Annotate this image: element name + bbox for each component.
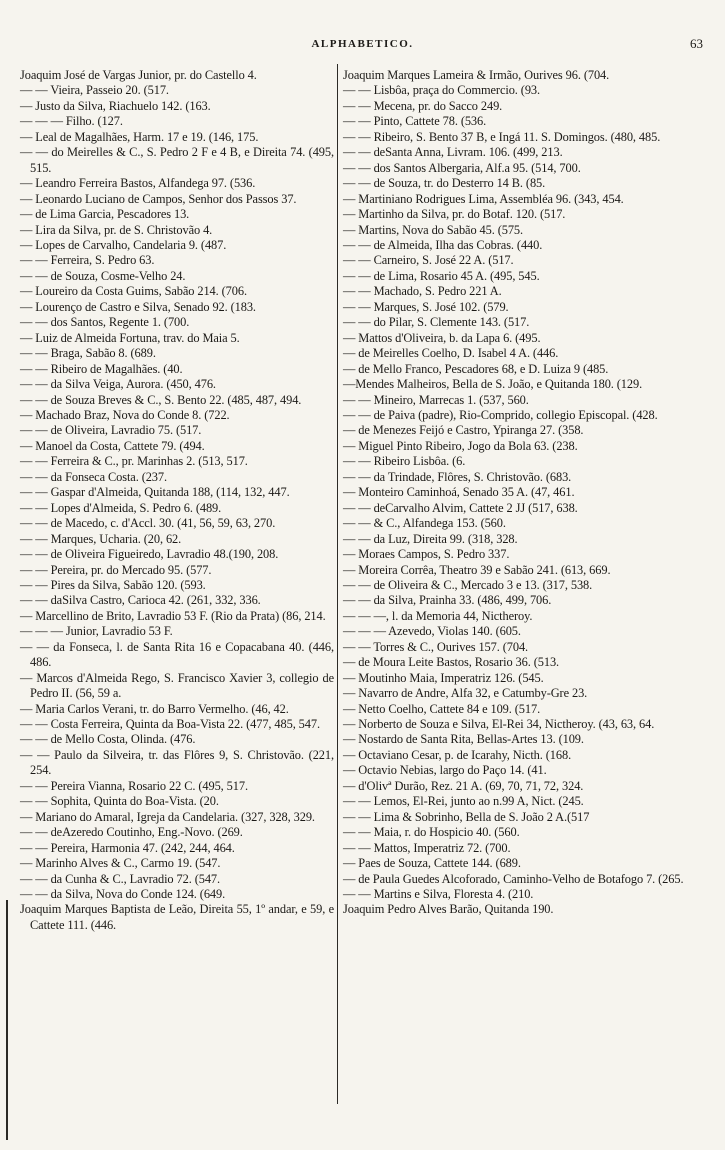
directory-entry: — Moutinho Maia, Imperatriz 126. (545.: [343, 670, 544, 685]
directory-entry: — de Paula Guedes Alcoforado, Caminho-Velho de Botafogo 7. (265.: [343, 871, 684, 886]
directory-entry: — — Marques, Ucharia. (20, 62.: [20, 531, 182, 546]
directory-entry: — — Mattos, Imperatriz 72. (700.: [343, 840, 511, 855]
directory-entry: — — Lemos, El-Rei, junto ao n.99 A, Nict. (245.: [343, 794, 584, 809]
directory-entry: — — dos Santos Albergaria, Alf.a 95. (514, 700.: [343, 160, 581, 175]
directory-entry: — — Sophita, Quinta do Boa-Vista. (20.: [20, 794, 219, 809]
directory-entry: — d'Olivª Durão, Rez. 21 A. (69, 70, 71, 72, 324.: [343, 778, 584, 793]
directory-entry: — Paes de Souza, Cattete 144. (689.: [343, 856, 521, 871]
directory-entry: — — de Souza, tr. do Desterro 14 B. (85.: [343, 176, 546, 191]
directory-entry: — Marinho Alves & C., Carmo 19. (547.: [20, 856, 221, 871]
directory-entry: — — Vieira, Passeio 20. (517.: [20, 83, 169, 98]
directory-entry: — — & C., Alfandega 153. (560.: [343, 516, 506, 531]
directory-entry: Joaquim José de Vargas Junior, pr. do Castello 4.: [20, 68, 257, 82]
directory-entry: — Maria Carlos Verani, tr. do Barro Vermelho. (46, 42.: [20, 701, 289, 716]
directory-entry: — Norberto de Souza e Silva, El-Rei 34, Nictheroy. (43, 63, 64.: [343, 717, 655, 732]
directory-entry: — de Lima Garcia, Pescadores 13.: [20, 207, 190, 222]
directory-entry: — — Gaspar d'Almeida, Quitanda 188, (114, 132, 447.: [20, 485, 290, 500]
directory-entry: — Martins, Nova do Sabão 45. (575.: [343, 222, 524, 237]
page-number: 63: [690, 36, 703, 51]
directory-entry: — — da Silva, Prainha 33. (486, 499, 706.: [343, 593, 552, 608]
directory-entry: — — Ribeiro de Magalhães. (40.: [20, 361, 183, 376]
directory-entry: — Manoel da Costa, Cattete 79. (494.: [20, 438, 205, 453]
directory-entry: — — Braga, Sabão 8. (689.: [20, 346, 156, 361]
directory-entry: — — Pereira Vianna, Rosario 22 C. (495, 517.: [20, 778, 248, 793]
directory-entry: — Netto Coelho, Cattete 84 e 109. (517.: [343, 701, 541, 716]
directory-entry: — — de Oliveira Figueiredo, Lavradio 48.(190, 208.: [20, 547, 279, 562]
directory-entry: — Justo da Silva, Riachuelo 142. (163.: [20, 98, 211, 113]
directory-entry: — — Mecena, pr. do Sacco 249.: [343, 98, 503, 113]
directory-entry: — Mariano do Amaral, Igreja da Candelaria. (327, 328, 329.: [20, 809, 315, 824]
directory-entry: — — de Macedo, c. d'Accl. 30. (41, 56, 59, 63, 270.: [20, 516, 276, 531]
directory-entry: — — Maia, r. do Hospicio 40. (560.: [343, 825, 520, 840]
right-column: [343, 68, 703, 918]
directory-entry: — Marcellino de Brito, Lavradio 53 F. (Rio da Prata) (86, 214.: [20, 608, 326, 623]
directory-entry: — de Moura Leite Bastos, Rosario 36. (513.: [343, 655, 560, 670]
directory-entry: — — da Silva Veiga, Aurora. (450, 476.: [20, 377, 216, 392]
directory-entry: — Machado Braz, Nova do Conde 8. (722.: [20, 407, 230, 422]
directory-entry: — — Lima & Sobrinho, Bella de S. João 2 A.(517: [343, 809, 590, 824]
directory-entry: — — Martins e Silva, Floresta 4. (210.: [343, 887, 534, 902]
directory-entry: — Lopes de Carvalho, Candelaria 9. (487.: [20, 237, 227, 252]
directory-entry: — — Machado, S. Pedro 221 A.: [343, 284, 502, 299]
directory-entry: Joaquim Marques Baptista de Leão, Direita 55, 1º andar, e 59, e Cattete 111. (446.: [20, 902, 334, 932]
directory-entry: — Lira da Silva, pr. de S. Christovão 4.: [20, 222, 213, 237]
directory-entry: — — da Fonseca, l. de Santa Rita 16 e Copacabana 40. (446, 486.: [20, 639, 334, 670]
directory-entry: — — do Pilar, S. Clemente 143. (517.: [343, 315, 530, 330]
directory-entry: — — de Oliveira, Lavradio 75. (517.: [20, 423, 202, 438]
directory-entry: — Loureiro da Costa Guims, Sabão 214. (706.: [20, 284, 247, 299]
directory-entry: — — de Souza, Cosme-Velho 24.: [20, 268, 186, 283]
directory-entry: — — de Oliveira & C., Mercado 3 e 13. (317, 538.: [343, 577, 593, 592]
directory-entry: — Miguel Pinto Ribeiro, Jogo da Bola 63. (238.: [343, 438, 578, 453]
directory-entry: — Navarro de Andre, Alfa 32, e Catumby-Gre 23.: [343, 686, 588, 701]
directory-entry: — Leandro Ferreira Bastos, Alfandega 97. (536.: [20, 176, 256, 191]
directory-entry: — — Torres & C., Ourives 157. (704.: [343, 639, 529, 654]
directory-entry: — — Pires da Silva, Sabão 120. (593.: [20, 577, 206, 592]
directory-entry: — — deCarvalho Alvim, Cattete 2 JJ (517, 638.: [343, 500, 578, 515]
directory-entry: — — Mineiro, Marrecas 1. (537, 560.: [343, 392, 529, 407]
directory-entry: — Luiz de Almeida Fortuna, trav. do Maia 5.: [20, 330, 240, 345]
directory-entry: — — da Silva, Nova do Conde 124. (649.: [20, 887, 226, 902]
directory-entry: — de Mello Franco, Pescadores 68, e D. Luiza 9 (485.: [343, 361, 609, 376]
left-column: [20, 68, 334, 933]
directory-entry: — Nostardo de Santa Rita, Bellas-Artes 13. (109.: [343, 732, 584, 747]
column-divider: [337, 64, 338, 1104]
directory-entry: — — dos Santos, Regente 1. (700.: [20, 315, 190, 330]
directory-entry: — — Pereira, pr. do Mercado 95. (577.: [20, 562, 212, 577]
directory-entry: — de Menezes Feijó e Castro, Ypiranga 27. (358.: [343, 423, 584, 438]
directory-entry: — Octavio Nebias, largo do Paço 14. (41.: [343, 763, 547, 778]
binding-edge: [6, 900, 8, 1140]
directory-entry: Joaquim Pedro Alves Barão, Quitanda 190.: [343, 902, 554, 917]
directory-entry: — — de Souza Breves & C., S. Bento 22. (485, 487, 494.: [20, 392, 302, 407]
directory-entry: — — Carneiro, S. José 22 A. (517.: [343, 253, 514, 268]
directory-entry: — — do Meirelles & C., S. Pedro 2 F e 4 B, e Direita 74. (495, 515.: [20, 145, 334, 175]
directory-entry: — — Lisbôa, praça do Commercio. (93.: [343, 83, 541, 98]
directory-entry: — Moraes Campos, S. Pedro 337.: [343, 547, 510, 562]
directory-entry: — — deAzeredo Coutinho, Eng.-Novo. (269.: [20, 825, 243, 840]
directory-entry: — Leal de Magalhães, Harm. 17 e 19. (146, 175.: [20, 129, 259, 144]
directory-entry: — — Ribeiro Lisbôa. (6.: [343, 454, 466, 469]
directory-entry: — — da Trindade, Flôres, S. Christovão. (683.: [343, 469, 572, 484]
directory-entry: — — — Junior, Lavradio 53 F.: [20, 624, 173, 639]
directory-entry: — — Ferreira, S. Pedro 63.: [20, 253, 155, 268]
directory-entry: — Leonardo Luciano de Campos, Senhor dos Passos 37.: [20, 191, 297, 206]
directory-entry: — — Pinto, Cattete 78. (536.: [343, 114, 487, 129]
directory-entry: — — de Mello Costa, Olinda. (476.: [20, 732, 196, 747]
directory-entry: — Martiniano Rodrigues Lima, Assembléa 96. (343, 454.: [343, 191, 624, 206]
directory-entry: —Mendes Malheiros, Bella de S. João, e Quitanda 180. (129.: [343, 377, 643, 392]
directory-entry: — — da Cunha & C., Lavradio 72. (547.: [20, 871, 221, 886]
directory-entry: — — Paulo da Silveira, tr. das Flôres 9, S. Christovão. (221, 254.: [20, 747, 334, 778]
directory-entry: — de Meirelles Coelho, D. Isabel 4 A. (446.: [343, 346, 559, 361]
directory-entry: — Monteiro Caminhoá, Senado 35 A. (47, 461.: [343, 485, 575, 500]
directory-entry: — — Lopes d'Almeida, S. Pedro 6. (489.: [20, 500, 222, 515]
directory-entry: — — de Lima, Rosario 45 A. (495, 545.: [343, 268, 540, 283]
directory-entry: — Mattos d'Oliveira, b. da Lapa 6. (495.: [343, 330, 541, 345]
directory-entry: — — de Paiva (padre), Rio-Comprido, collegio Episcopal. (428.: [343, 407, 658, 422]
directory-entry: — Moreira Corrêa, Theatro 39 e Sabão 241. (613, 669.: [343, 562, 611, 577]
directory-entry: — Marcos d'Almeida Rego, S. Francisco Xavier 3, collegio de Pedro II. (56, 59 a.: [20, 670, 334, 701]
directory-entry: — — daSilva Castro, Carioca 42. (261, 332, 336.: [20, 593, 261, 608]
directory-entry: — — Costa Ferreira, Quinta da Boa-Vista 22. (477, 485, 547.: [20, 717, 320, 732]
directory-entry: — — Ferreira & C., pr. Marinhas 2. (513, 517.: [20, 454, 248, 469]
directory-entry: — — Marques, S. José 102. (579.: [343, 299, 509, 314]
directory-entry: Joaquim Marques Lameira & Irmão, Ourives 96. (704.: [343, 68, 610, 82]
directory-entry: — — de Almeida, Ilha das Cobras. (440.: [343, 237, 543, 252]
directory-entry: — — da Fonseca Costa. (237.: [20, 469, 167, 484]
running-title: ALPHABETICO.: [311, 38, 414, 50]
directory-entry: — — — Filho. (127.: [20, 114, 123, 129]
directory-entry: — Martinho da Silva, pr. do Botaf. 120. (517.: [343, 207, 566, 222]
page-header: [0, 36, 725, 54]
directory-entry: — — — Azevedo, Violas 140. (605.: [343, 624, 521, 639]
directory-entry: — — —, l. da Memoria 44, Nictheroy.: [343, 608, 533, 623]
directory-entry: — Lourenço de Castro e Silva, Senado 92. (183.: [20, 299, 256, 314]
directory-entry: — — da Luz, Direita 99. (318, 328.: [343, 531, 518, 546]
directory-entry: — Octaviano Cesar, p. de Icarahy, Nicth. (168.: [343, 747, 572, 762]
directory-entry: — — Pereira, Harmonia 47. (242, 244, 464.: [20, 840, 235, 855]
directory-entry: — — Ribeiro, S. Bento 37 B, e Ingá 11. S. Domingos. (480, 485.: [343, 129, 661, 144]
directory-entry: — — deSanta Anna, Livram. 106. (499, 213.: [343, 145, 563, 160]
